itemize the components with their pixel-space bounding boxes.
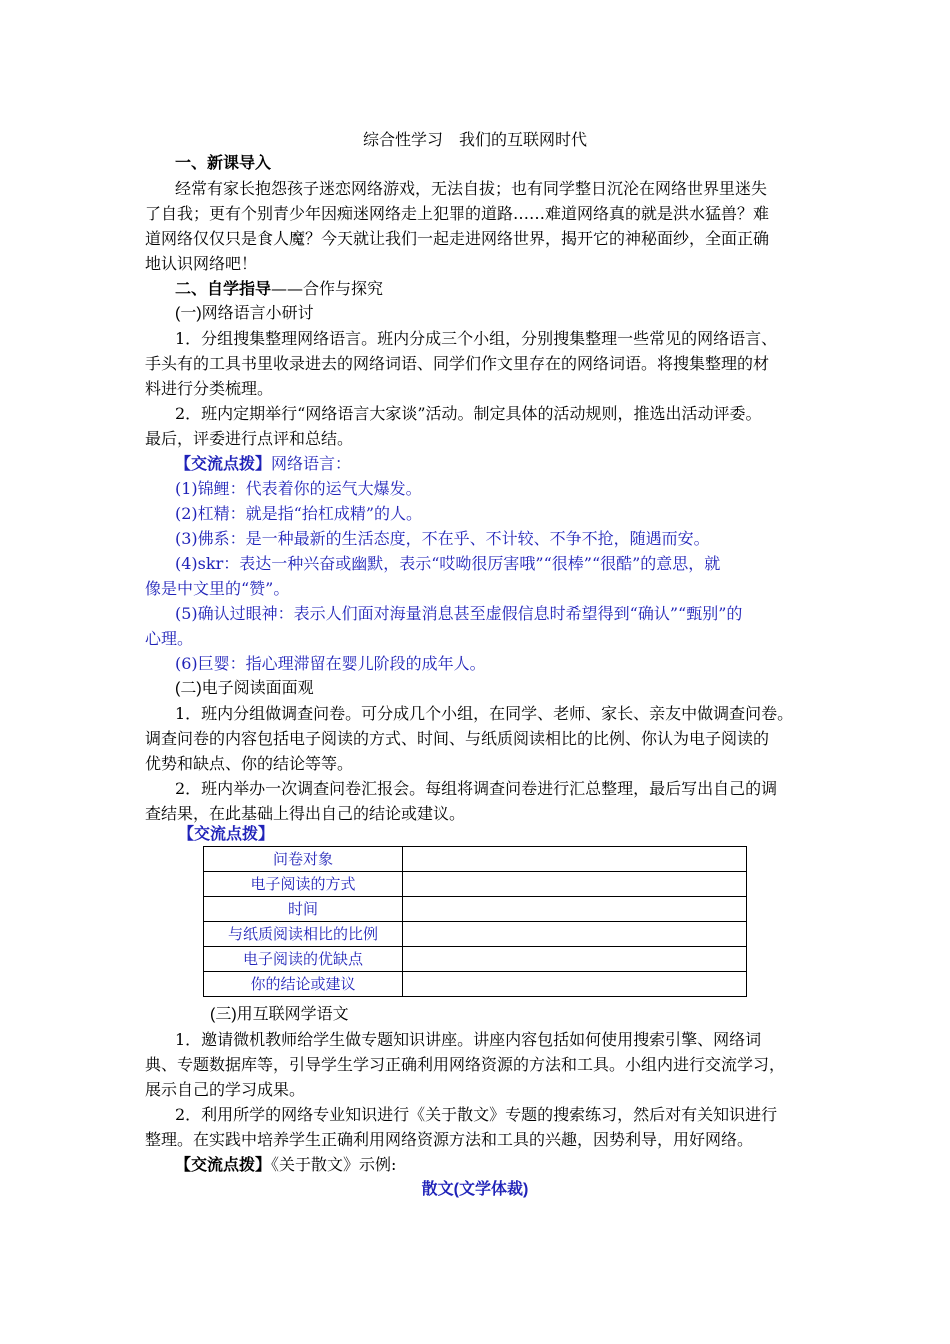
table-row [204,872,747,897]
term-4-line-2: 像是中文里的“赞”。 [145,579,290,598]
table-row-value [403,972,747,997]
part2-item1-line-2: 调查问卷的内容包括电子阅读的方式、时间、与纸质阅读相比的比例、你认为电子阅读的 [145,729,770,748]
term-3: (3)佛系：是一种最新的生活态度，不在乎、不计较、不争不抢，随遇而安。 [175,529,710,548]
table-row-label: 时间 [204,897,403,922]
part2-heading: (二)电子阅读面面观 [175,680,314,697]
part2-item1-line-3: 优势和缺点、你的结论等等。 [145,754,354,773]
table-row-value [403,872,747,897]
table-row [204,947,747,972]
table-row-label: 你的结论或建议 [204,972,403,997]
part3-tip [175,1153,810,1178]
term-4-line-1: (4)skr：表达一种兴奋或幽默，表示“哎呦很厉害哦”“很棒”“很酷”的意思，就 [175,554,721,573]
table-row-label: 问卷对象 [204,847,403,872]
part1-item1-line-3: 料进行分类梳理。 [145,379,274,398]
part3-item1-line-2: 典、专题数据库等，引导学生学习正确利用网络资源的方法和工具。小组内进行交流学习， [145,1055,786,1074]
term-5-line-1: (5)确认过眼神：表示人们面对海量消息甚至虚假信息时希望得到“确认”“甄别”的 [175,604,743,623]
table-row-label: 电子阅读的优缺点 [204,947,403,972]
table-row [204,897,747,922]
part2-item2-line-2: 查结果，在此基础上得出自己的结论或建议。 [145,804,466,823]
part3-item1-line-1: 1．邀请微机教师给学生做专题知识讲座。讲座内容包括如何使用搜索引擎、网络词 [175,1030,762,1049]
term-1: (1)锦鲤：代表着你的运气大爆发。 [175,479,422,498]
section2-heading-rest: ——合作与探究 [271,279,384,298]
table-row-label: 与纸质阅读相比的比例 [204,922,403,947]
part3-item1-line-3: 展示自己的学习成果。 [145,1080,306,1099]
table-row-value [403,947,747,972]
intro-line-1: 经常有家长抱怨孩子迷恋网络游戏，无法自拔；也有同学整日沉沦在网络世界里迷失 [175,179,768,198]
part1-item1-line-1: 1．分组搜集整理网络语言。班内分成三个小组，分别搜集整理一些常见的网络语言、 [175,329,778,348]
section1-heading: 一、新课导入 [175,155,272,172]
part3-item2-line-1: 2．利用所学的网络专业知识进行《关于散文》专题的搜索练习，然后对有关知识进行 [175,1105,778,1124]
part1-item2-line-1: 2．班内定期举行“网络语言大家谈”活动。制定具体的活动规则，推选出活动评委。 [175,404,762,423]
term-2: (2)杠精：就是指“抬杠成精”的人。 [175,504,423,523]
part1-item1-line-2: 手头有的工具书里收录进去的网络词语、同学们作文里存在的网络词语。将搜集整理的材 [145,354,770,373]
part3-item2-line-2: 整理。在实践中培养学生正确利用网络资源方法和工具的兴趣，因势利导，用好网络。 [145,1130,754,1149]
part1-tip-label: 【交流点拨】 [175,456,272,473]
table-row-label: 电子阅读的方式 [204,872,403,897]
part1-item2-line-2: 最后，评委进行点评和总结。 [145,429,354,448]
table-row-value [403,847,747,872]
section2-heading [175,277,810,302]
survey-table [203,846,747,997]
intro-line-2: 了自我；更有个别青少年因痴迷网络走上犯罪的道路……难道网络真的就是洪水猛兽？难 [145,204,770,223]
intro-line-3: 道网络仅仅只是食人魔？今天就让我们一起走进网络世界，揭开它的神秘面纱，全面正确 [145,229,770,248]
term-6: (6)巨婴：指心理滞留在婴儿阶段的成年人。 [175,654,486,673]
part3-heading: (三)用互联网学语文 [210,1006,349,1023]
term-5-line-2: 心理。 [145,629,194,648]
part1-tip [175,452,810,477]
part3-tip-label: 【交流点拨】 [175,1157,272,1174]
part2-item1-line-1: 1．班内分组做调查问卷。可分成几个小组，在同学、老师、家长、亲友中做调查问卷。 [175,704,794,723]
part2-tip-label: 【交流点拨】 [178,826,275,843]
part1-heading: (一)网络语言小研讨 [175,305,314,322]
table-row [204,972,747,997]
section2-heading-bold: 二、自学指导 [175,281,272,298]
part3-tip-text: 《关于散文》示例: [271,1155,397,1174]
table-row-value [403,897,747,922]
table-row [204,922,747,947]
table-row [204,847,747,872]
page-title: 综合性学习 我们的互联网时代 [362,130,587,149]
intro-line-4: 地认识网络吧！ [145,254,258,273]
part1-tip-text: 网络语言： [271,454,352,473]
part2-item2-line-1: 2．班内举办一次调查问卷汇报会。每组将调查问卷进行汇总整理，最后写出自己的调 [175,779,778,798]
table-row-value [403,922,747,947]
essay-subtitle: 散文(文学体裁) [421,1181,529,1198]
